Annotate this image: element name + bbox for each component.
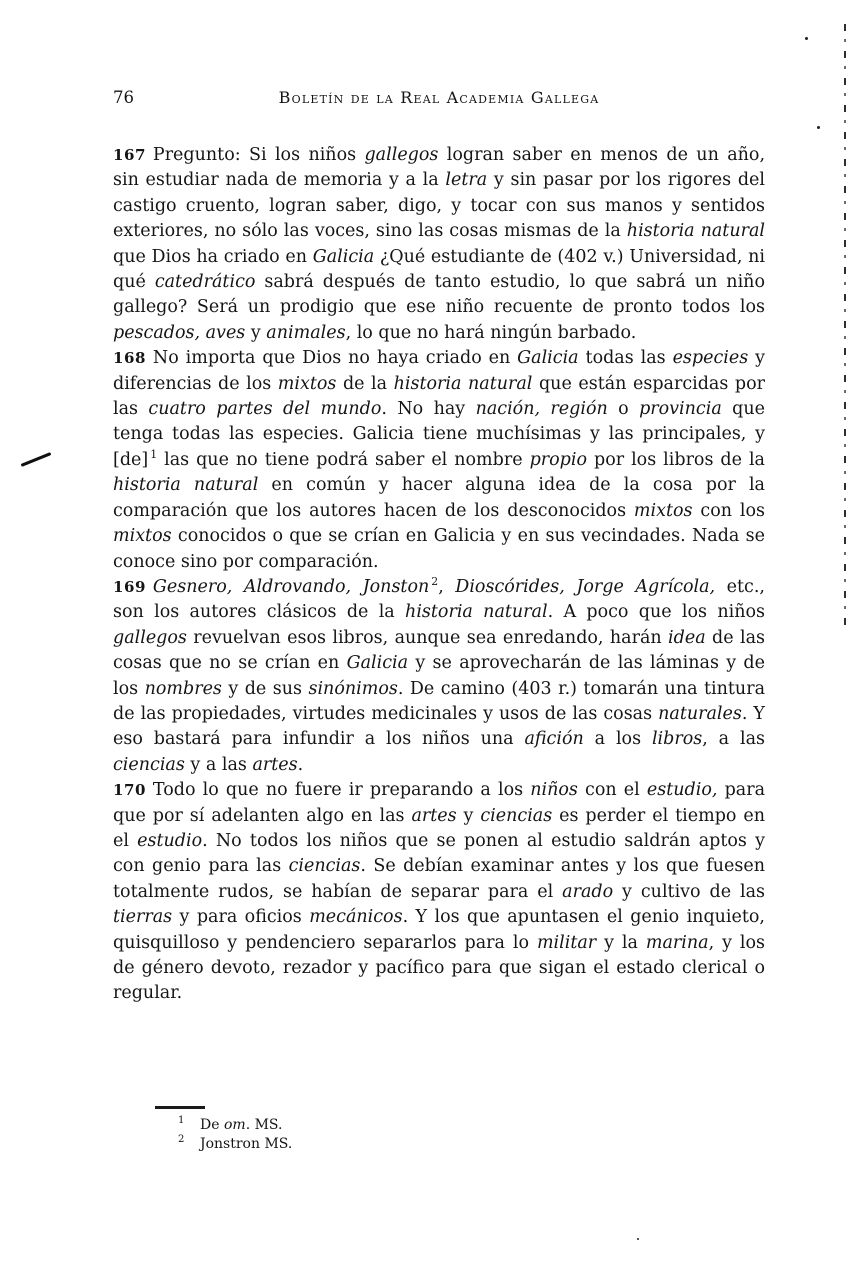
footnote-2: $^2$ Jonstron MS. <box>178 1133 293 1152</box>
footnote-separator-rule <box>155 1106 205 1109</box>
text-run: y sin pasar por los rigores del castigo cruento, logran saber, digo, y tocar con sus manos y sentidos exteriores, no sólo las voces, sino las cosas mismas de la <box>113 170 765 242</box>
italic-phrase: estudio <box>137 830 203 851</box>
text-run: que tenga todas las especies. Galicia tiene muchísimas y las principales, y [de] <box>113 399 765 470</box>
text-run: , <box>438 576 456 597</box>
italic-phrase: Dioscórides, Jorge Agrícola, <box>455 576 716 597</box>
paragraph-number: 170 <box>113 781 146 800</box>
italic-phrase: cuatro partes del mundo <box>148 399 382 420</box>
italic-phrase: Galicia <box>346 653 409 674</box>
italic-phrase: marina <box>645 932 709 953</box>
footnote-1: $^1$ De om. MS. <box>178 1115 283 1133</box>
text-run: conocidos o que se crían en Galicia y en sus vecindades. Nada se conoce sino por comparación. <box>113 526 765 572</box>
text-run: las que no tiene podrá saber el nombre <box>157 449 530 470</box>
text-run: . Se debían examinar antes y los que fuesen totalmente rudos, se habían de separar para el <box>113 856 765 902</box>
italic-phrase: historia natural <box>113 475 259 496</box>
italic-phrase: ciencias <box>288 856 361 877</box>
italic-phrase: mixtos <box>277 373 337 394</box>
text-run: , y los de género devoto, rezador y pacífico para que sigan el estado clerical o regular. <box>113 932 765 1004</box>
paragraph-168 <box>113 346 765 575</box>
running-title: Boletín de la Real Academia Gallega <box>278 88 600 107</box>
text-run: es perder el tiempo en el <box>113 805 765 851</box>
text-run: . No hay <box>381 399 476 420</box>
italic-phrase: mixtos <box>113 526 172 547</box>
italic-phrase: niños <box>530 780 578 801</box>
text-run: que están esparcidas por las <box>113 373 765 420</box>
page-header <box>113 88 765 110</box>
footnote-reference: 1 <box>150 448 158 462</box>
text-run: . De camino (403 r.) tomarán una tintura de las propiedades, virtudes medicinales y usos de las cosas <box>113 678 766 724</box>
italic-phrase: gallegos <box>364 145 439 165</box>
paragraph-number: 169 <box>113 577 146 596</box>
italic-phrase: historia natural <box>405 602 548 623</box>
text-run: para que por sí adelanten algo en las <box>113 780 766 826</box>
text-run: De <box>200 1117 224 1133</box>
italic-phrase: tierras <box>113 907 173 928</box>
text-run: sabrá después de tanto estudio, lo que sabrá un niño gallego? Será un prodigio que ese niño recuente de pronto todos los <box>113 272 765 318</box>
text-run: . A poco que los niños <box>547 602 765 623</box>
text-run: Jonstron MS. <box>200 1135 293 1152</box>
text-run: Pregunto: Si los niños <box>152 145 365 165</box>
italic-phrase: ciencias <box>113 754 185 775</box>
italic-phrase: ciencias <box>480 805 553 826</box>
paragraph-169 <box>113 575 765 778</box>
text-run: y de sus <box>221 678 309 699</box>
text-run: en común y hacer alguna idea de la cosa por la comparación que los autores hacen de los desconocidos <box>113 475 765 521</box>
text-run: y <box>245 322 267 343</box>
text-run: . No todos los niños que se ponen al estudio saldrán aptos y con genio para las <box>113 830 765 877</box>
footnote-reference: 2 <box>431 575 439 589</box>
paragraph-170 <box>113 778 765 1007</box>
scan-speck <box>817 126 820 129</box>
text-run: etc., son los autores clásicos de la <box>113 576 765 623</box>
text-run: logran saber en menos de un año, sin estudiar nada de memoria y a la <box>113 145 766 191</box>
text-run: ¿Qué estudiante de (402 v.) Universidad, ni qué <box>113 246 765 293</box>
text-run: , a las <box>702 729 765 750</box>
italic-phrase: naturales <box>658 703 742 724</box>
paragraph-number: 167 <box>113 146 146 164</box>
italic-phrase: om <box>223 1117 246 1133</box>
italic-phrase: Gesnero, Aldrovando, Jonston <box>152 576 430 597</box>
text-run: , lo que no hará ningún barbado. <box>345 322 637 343</box>
text-run: por los libros de la <box>587 449 765 470</box>
text-run: . MS. <box>245 1117 283 1133</box>
italic-phrase: especies <box>672 348 749 369</box>
italic-phrase: artes <box>252 754 298 775</box>
italic-phrase: estudio, <box>646 780 718 801</box>
text-run: . <box>297 754 304 775</box>
italic-phrase: sinónimos <box>308 678 398 699</box>
text-run: con el <box>577 780 647 801</box>
italic-phrase: animales <box>266 322 346 343</box>
page-number: 76 <box>113 88 134 107</box>
text-run: de las cosas que no se crían en <box>113 627 765 674</box>
text-run: . Y los que apuntasen el genio inquieto, quisquilloso y pendenciero separarlos para lo <box>113 907 765 953</box>
text-run: y diferencias de los <box>113 348 765 394</box>
italic-phrase: mecánicos <box>309 907 403 928</box>
italic-phrase: propio <box>529 449 588 470</box>
text-run: y la <box>596 932 646 953</box>
italic-phrase: historia natural <box>626 221 766 242</box>
body-text <box>113 143 765 1007</box>
text-run: con los <box>692 500 765 521</box>
text-run: todas las <box>578 348 673 369</box>
italic-phrase: gallegos <box>113 627 187 648</box>
text-run: revuelvan esos libros, aunque sea enredando, harán <box>186 627 669 648</box>
text-run: que Dios ha criado en <box>113 246 313 267</box>
text-run: y se aprovecharán de las láminas y de los <box>113 653 765 699</box>
paragraph-167 <box>113 143 765 346</box>
text-run: a los <box>583 729 652 750</box>
italic-phrase: catedrático <box>154 272 256 293</box>
italic-phrase: libros <box>651 729 703 750</box>
italic-phrase: artes <box>411 805 457 826</box>
italic-phrase: nación, región <box>475 399 608 420</box>
scan-binding-line-artifact <box>844 24 846 629</box>
scan-speck <box>805 37 808 40</box>
italic-phrase: militar <box>536 932 597 953</box>
text-run: y <box>456 805 481 826</box>
footnote-text <box>200 1117 282 1133</box>
italic-phrase: mixtos <box>633 500 693 521</box>
text-run: y a las <box>184 754 253 775</box>
footnotes <box>178 1116 658 1153</box>
italic-phrase: letra <box>445 170 488 191</box>
italic-phrase: Galicia <box>517 348 579 369</box>
italic-phrase: arado <box>562 881 614 902</box>
italic-phrase: afición <box>524 729 584 750</box>
italic-phrase: idea <box>668 627 706 648</box>
scan-speck <box>637 1238 639 1240</box>
text-run: y cultivo de las <box>613 881 765 902</box>
italic-phrase: pescados, aves <box>113 322 246 343</box>
text-run: No importa que Dios no haya criado en <box>152 348 518 369</box>
italic-phrase: nombres <box>144 678 222 699</box>
footnote-text <box>200 1136 292 1152</box>
italic-phrase: Galicia <box>312 246 375 267</box>
text-run: o <box>607 399 640 420</box>
text-run: Todo lo que no fuere ir preparando a los <box>152 780 531 801</box>
margin-pen-mark-artifact <box>21 452 52 467</box>
text-run: y para oficios <box>172 907 310 928</box>
text-run: de la <box>336 373 394 394</box>
italic-phrase: historia natural <box>393 373 533 394</box>
paragraph-number: 168 <box>113 349 146 368</box>
text-run: . Y eso bastará para infundir a los niños una <box>113 703 765 750</box>
italic-phrase: provincia <box>639 399 722 420</box>
